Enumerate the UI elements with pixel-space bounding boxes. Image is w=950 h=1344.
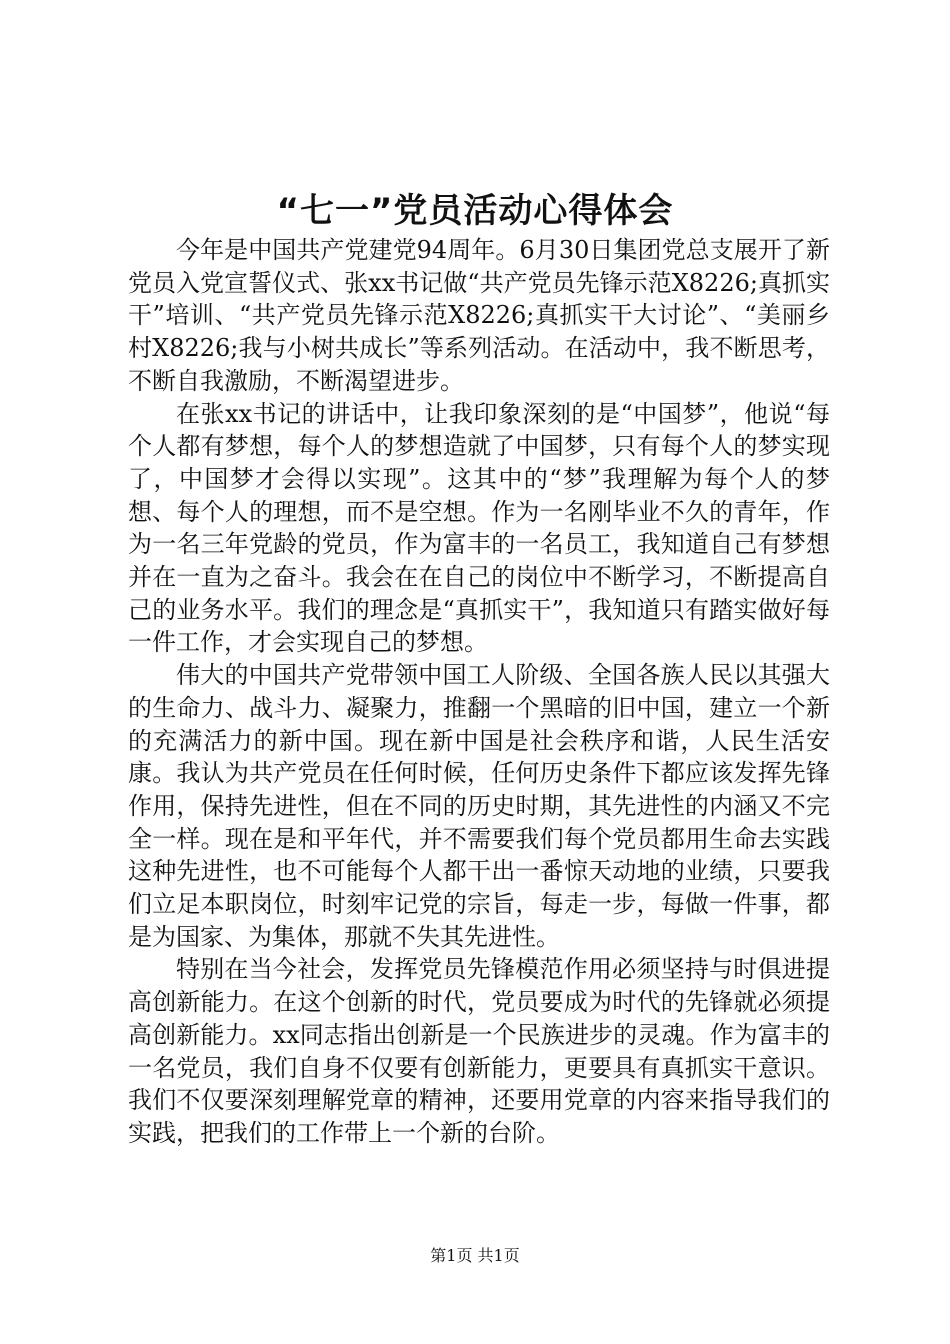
document-body — [128, 234, 830, 1150]
paragraph-1: 今年是中国共产党建党94周年。6月30日集团党总支展开了新党员入党宣誓仪式、张xx书记做“共产党员先锋示范X8226;真抓实干”培训、“共产党员先锋示范X8226;真抓实干大讨论”、“美丽乡村X8226;我与小树共成长”等系列活动。在活动中，我不断思考，不断自我激励，不断渴望进步。 — [128, 236, 830, 395]
paragraph-2: 在张xx书记的讲话中，让我印象深刻的是“中国梦”，他说“每个人都有梦想，每个人的梦想造就了中国梦，只有每个人的梦实现了，中国梦才会得以实现”。这其中的“梦”我理解为每个人的梦想、每个人的理想，而不是空想。作为一名刚毕业不久的青年，作为一名三年党龄的党员，作为富丰的一名员工，我知道自己有梦想并在一直为之奋斗。我会在在自己的岗位中不断学习，不断提高自己的业务水平。我们的理念是“真抓实干”，我知道只有踏实做好每一件工作，才会实现自己的梦想。 — [128, 399, 830, 657]
document-title: “七一”党员活动心得体会 — [276, 191, 674, 231]
paragraph-4: 特别在当今社会，发挥党员先锋模范作用必须坚持与时俱进提高创新能力。在这个创新的时代，党员要成为时代的先锋就必须提高创新能力。xx同志指出创新是一个民族进步的灵魂。作为富丰的一名党员，我们自身不仅要有创新能力，更要具有真抓实干意识。我们不仅要深刻理解党章的精神，还要用党章的内容来指导我们的实践，把我们的工作带上一个新的台阶。 — [128, 955, 830, 1147]
paragraph-3: 伟大的中国共产党带领中国工人阶级、全国各族人民以其强大的生命力、战斗力、凝聚力，推翻一个黑暗的旧中国，建立一个新的充满活力的新中国。现在新中国是社会秩序和谐，人民生活安康。我认为共产党员在任何时候，任何历史条件下都应该发挥先锋作用，保持先进性，但在不同的历史时期，其先进性的内涵又不完全一样。现在是和平年代，并不需要我们每个党员都用生命去实践这种先进性，也不可能每个人都干出一番惊天动地的业绩，只要我们立足本职岗位，时刻牢记党的宗旨，每走一步，每做一件事，都是为国家、为集体，那就不失其先进性。 — [128, 661, 830, 951]
page-footer: 第1页 共1页 — [430, 1246, 520, 1265]
